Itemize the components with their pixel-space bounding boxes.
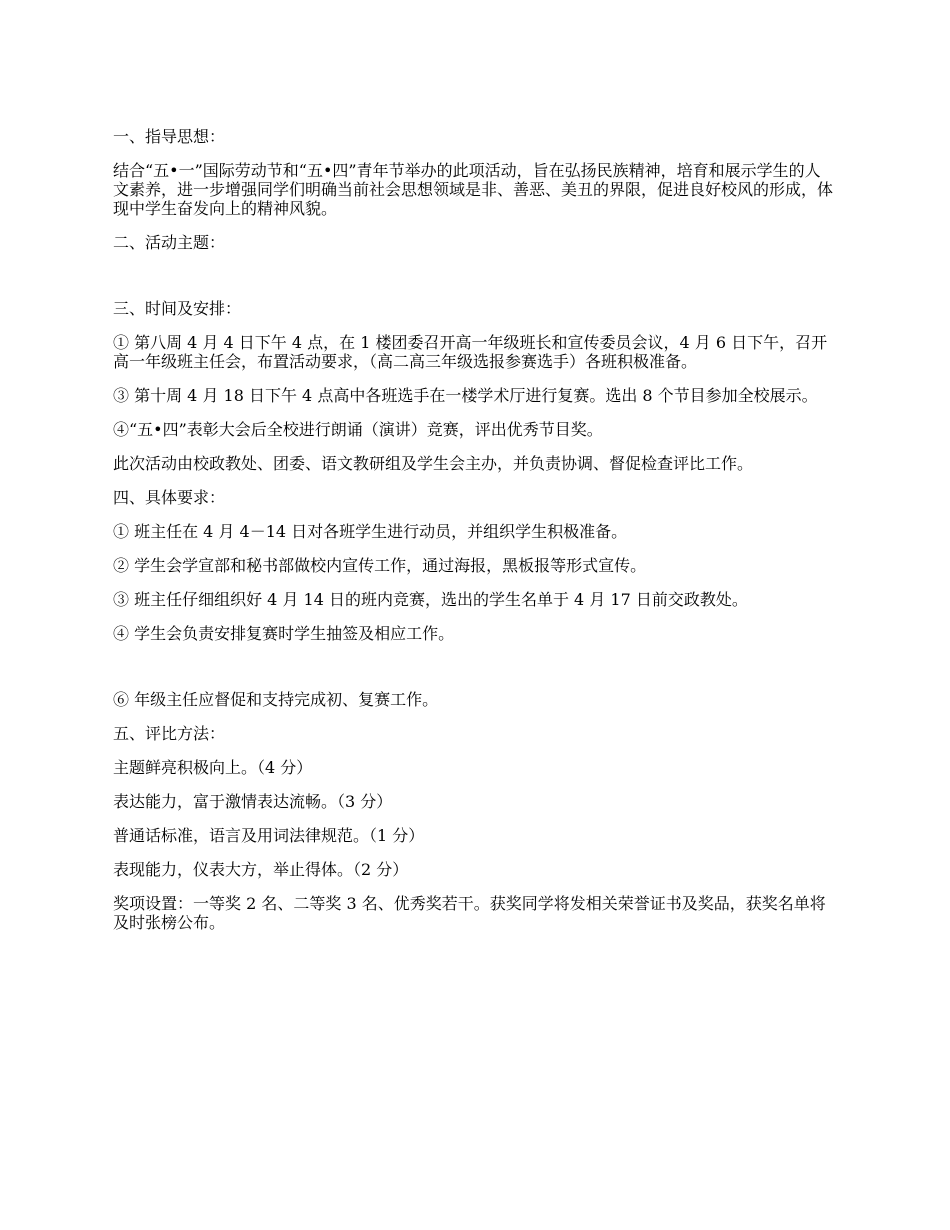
list-item-requirement-2: ② 学生会学宣部和秘书部做校内宣传工作，通过海报，黑板报等形式宣传。 xyxy=(113,556,647,575)
list-item-requirement-6: ⑥ 年级主任应督促和支持完成初、复赛工作。 xyxy=(113,690,439,709)
heading-evaluation: 五、评比方法： xyxy=(113,724,226,743)
list-item-schedule-3: ③ 第十周 4 月 18 日下午 4 点高中各班选手在一楼学术厅进行复赛。选出 8 个节目参加全校展示。 xyxy=(113,386,818,405)
criterion-expression: 表达能力，富于激情表达流畅。（3 分） xyxy=(113,792,393,811)
heading-time-arrangement: 三、时间及安排： xyxy=(113,299,242,318)
heading-activity-theme: 二、活动主题： xyxy=(113,233,226,252)
list-item-requirement-3: ③ 班主任仔细组织好 4 月 14 日的班内竞赛，选出的学生名单于 4 月 17 日前交政教处。 xyxy=(113,590,748,609)
paragraph-guiding-thought: 结合“五•一”国际劳动节和“五•四”青年节举办的此项活动，旨在弘扬民族精神，培育和展示学生的人文素养，进一步增强同学们明确当前社会思想领域是非、善恶、美丑的界限，促进良好校风的形成，体现中学生奋发向上的精神风貌。 xyxy=(113,161,834,218)
heading-requirements: 四、具体要求： xyxy=(113,488,226,507)
list-item-schedule-1: ① 第八周 4 月 4 日下午 4 点，在 1 楼团委召开高一年级班长和宣传委员会议，4 月 6 日下午，召开高一年级班主任会，布置活动要求，（高二高三年级选报参赛选手）各班积极准备。 xyxy=(113,333,828,371)
criterion-theme: 主题鲜亮积极向上。（4 分） xyxy=(113,758,313,777)
paragraph-organizers: 此次活动由校政教处、团委、语文教研组及学生会主办，并负责协调、督促检查评比工作。 xyxy=(113,454,754,473)
heading-guiding-thought: 一、指导思想： xyxy=(113,127,226,146)
document-body xyxy=(113,127,833,932)
criterion-mandarin: 普通话标准，语言及用词法律规范。（1 分） xyxy=(113,826,425,845)
criterion-performance: 表现能力，仪表大方，举止得体。（2 分） xyxy=(113,860,409,879)
paragraph-awards: 奖项设置：一等奖 2 名、二等奖 3 名、优秀奖若干。获奖同学将发相关荣誉证书及奖品，获奖名单将及时张榜公布。 xyxy=(113,894,826,932)
list-item-requirement-4: ④ 学生会负责安排复赛时学生抽签及相应工作。 xyxy=(113,624,455,643)
list-item-requirement-1: ① 班主任在 4 月 4－14 日对各班学生进行动员，并组织学生积极准备。 xyxy=(113,522,628,541)
list-item-schedule-4: ④“五•四”表彰大会后全校进行朗诵（演讲）竞赛，评出优秀节目奖。 xyxy=(113,420,603,439)
